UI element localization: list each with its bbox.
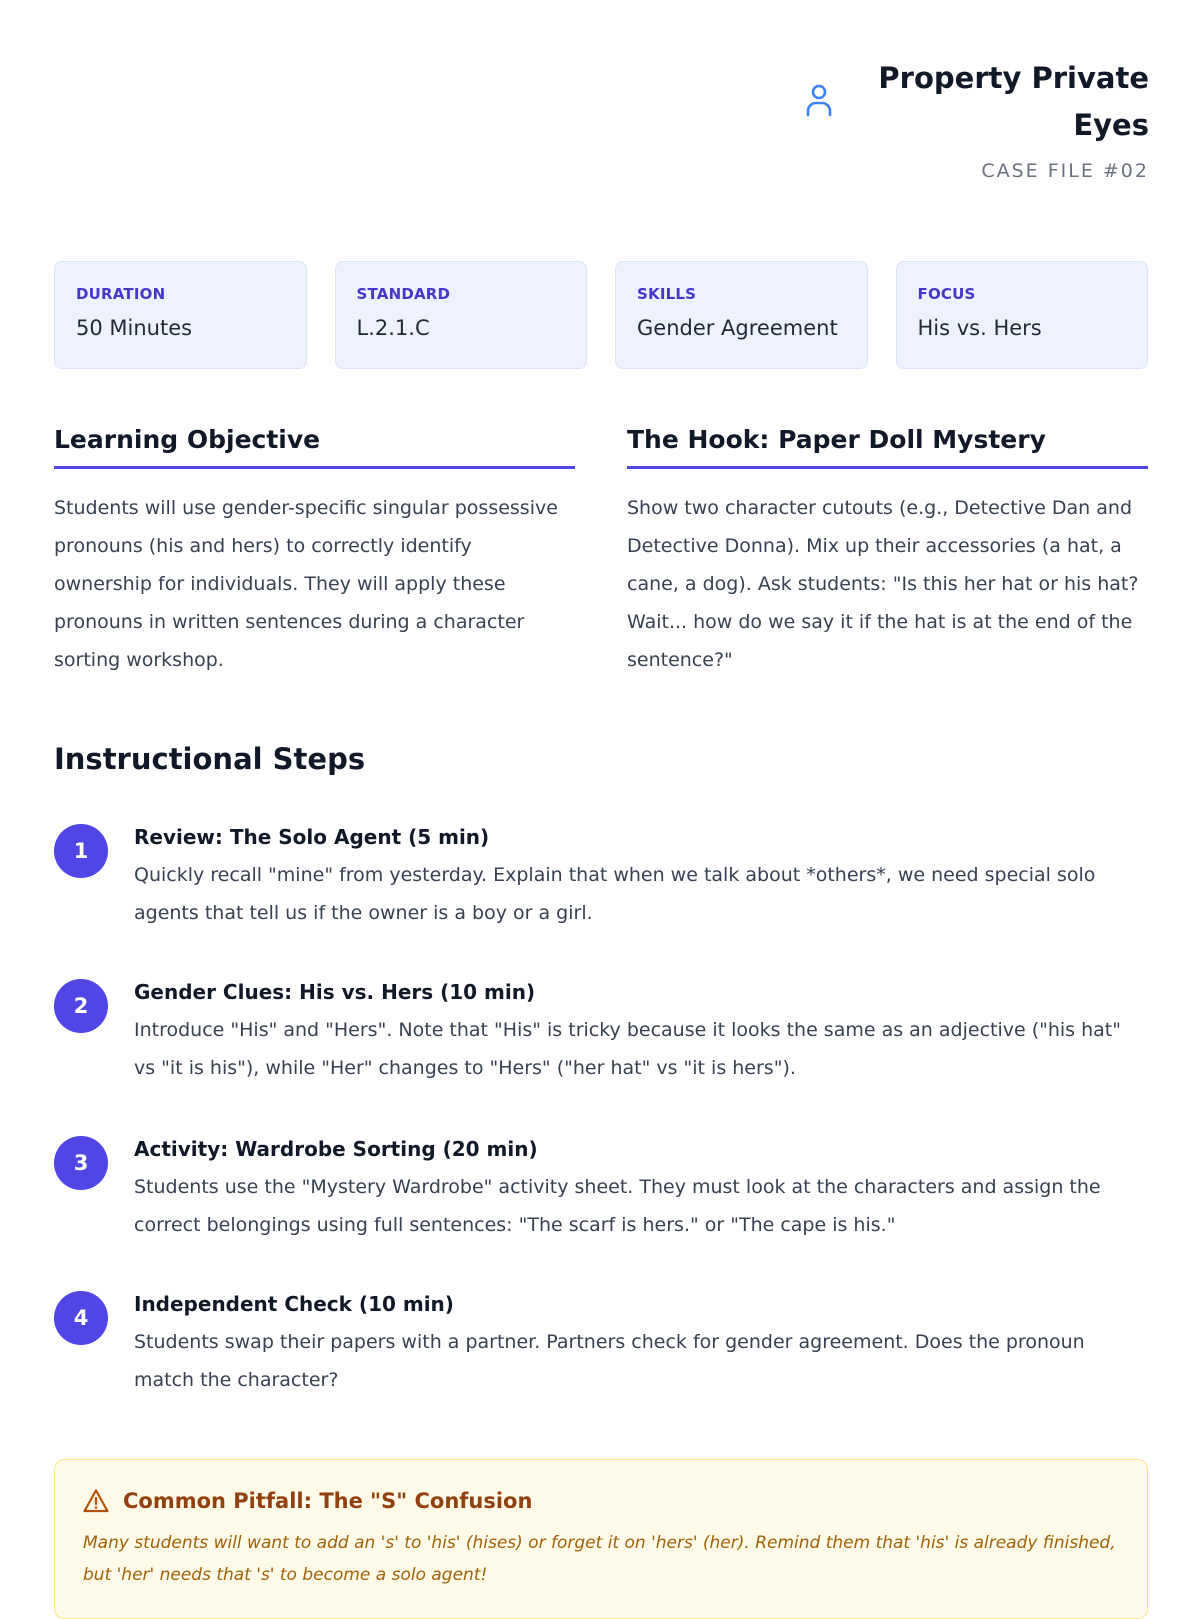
meta-card-duration	[54, 261, 307, 369]
step-content	[134, 1289, 1148, 1399]
meta-card-skills	[615, 261, 868, 369]
meta-card-standard	[335, 261, 588, 369]
meta-card-label: STANDARD	[356, 285, 451, 303]
meta-cards	[54, 261, 1148, 369]
step-item	[54, 824, 1148, 932]
meta-card-value: 50 Minutes	[76, 316, 193, 340]
meta-card-value: L.2.1.C	[356, 316, 430, 340]
meta-card-label: FOCUS	[917, 285, 976, 303]
step-number-badge: 2	[54, 979, 108, 1033]
section-body: Students will use gender-specific singular possessive pronouns (his and hers) to correctly identify ownership for individuals. They will apply these pronouns in written sentences during a character sorting workshop.	[54, 497, 558, 671]
meta-card-value: His vs. Hers	[917, 316, 1042, 340]
case-file-number: CASE FILE #02	[981, 160, 1149, 182]
meta-card-label: DURATION	[76, 285, 166, 303]
page-title: Property Private Eyes	[878, 61, 1149, 142]
step-description: Introduce "His" and "Hers". Note that "His" is tricky because it looks the same as an adjective ("his hat" vs "it is his"), while "Her" changes to "Hers" ("her hat" vs "it is hers").	[134, 1019, 1121, 1079]
step-description: Students swap their papers with a partner. Partners check for gender agreement. Does the pronoun match the character?	[134, 1331, 1085, 1391]
meta-card-focus	[896, 261, 1149, 369]
step-description: Students use the "Mystery Wardrobe" activity sheet. They must look at the characters and assign the correct belongings using full sentences: "The scarf is hers." or "The cape is his."	[134, 1176, 1101, 1236]
step-title: Gender Clues: His vs. Hers (10 min)	[134, 980, 536, 1004]
step-number-badge: 1	[54, 824, 108, 878]
page-header	[849, 55, 1149, 183]
learning-objective-section	[54, 420, 575, 679]
user-icon	[805, 83, 833, 117]
section-heading: The Hook: Paper Doll Mystery	[627, 420, 1148, 469]
step-title: Review: The Solo Agent (5 min)	[134, 825, 490, 849]
step-title: Activity: Wardrobe Sorting (20 min)	[134, 1137, 538, 1161]
meta-card-label: SKILLS	[637, 285, 697, 303]
steps-heading: Instructional Steps	[54, 742, 366, 776]
step-content	[134, 822, 1148, 932]
warning-triangle-icon	[83, 1488, 109, 1514]
step-number-badge: 4	[54, 1291, 108, 1345]
step-content	[134, 1134, 1148, 1244]
step-item	[54, 979, 1148, 1087]
step-description: Quickly recall "mine" from yesterday. Explain that when we talk about *others*, we need special solo agents that tell us if the owner is a boy or a girl.	[134, 864, 1096, 924]
hook-section	[627, 420, 1148, 679]
step-item	[54, 1136, 1148, 1244]
pitfall-body: Many students will want to add an 's' to 'his' (hises) or forget it on 'hers' (her). Remind them that 'his' is already finished, but 'her' needs that 's' to become a solo agent!	[83, 1533, 1116, 1585]
meta-card-value: Gender Agreement	[637, 316, 838, 340]
section-body: Show two character cutouts (e.g., Detective Dan and Detective Donna). Mix up their accessories (a hat, a cane, a dog). Ask students: "Is this her hat or his hat? Wait... how do we say it if the hat is at the end of the sentence?"	[627, 497, 1139, 671]
step-item	[54, 1291, 1148, 1399]
section-heading: Learning Objective	[54, 420, 575, 469]
pitfall-title: Common Pitfall: The "S" Confusion	[123, 1489, 533, 1513]
step-number-badge: 3	[54, 1136, 108, 1190]
step-content	[134, 977, 1148, 1087]
step-title: Independent Check (10 min)	[134, 1292, 454, 1316]
common-pitfall-callout	[54, 1459, 1148, 1619]
pitfall-header	[83, 1485, 1119, 1517]
